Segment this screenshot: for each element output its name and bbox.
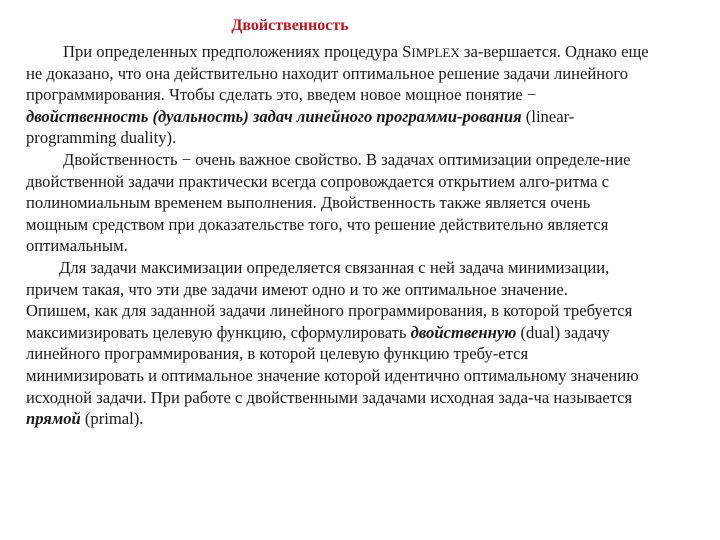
text-line: [26, 127, 716, 149]
text-segment: исходной задачи. При работе с двойственными задачами исходная зада-ча называется: [26, 387, 633, 407]
text-line: [26, 106, 716, 128]
emphasized-term: двойственность (дуальность) задач линейного программи-рования: [26, 106, 522, 126]
text-line: [26, 257, 716, 279]
text-segment: линейного программирования, в которой целевую функцию требу-ется: [26, 344, 529, 364]
text-segment: Двойственность − очень важное свойство. В задачах оптимизации определе-ние: [63, 149, 631, 169]
text-line: [26, 300, 716, 322]
text-segment: IMPLEX: [411, 45, 460, 60]
text-line: [26, 279, 716, 301]
text-line: [26, 84, 716, 106]
text-segment: максимизировать целевую функцию, сформулировать: [26, 322, 411, 342]
text-segment: (primal).: [80, 409, 144, 429]
section-title: Двойственность: [231, 17, 349, 34]
text-segment: двойственной задачи практически всегда сопровождается открытием алго-ритма с: [26, 171, 609, 191]
text-line: [26, 408, 716, 430]
text-line: [26, 214, 716, 236]
text-segment: programming duality).: [26, 128, 177, 148]
text-segment: за-вершается. Однако еще: [459, 42, 649, 61]
text-segment: программирования. Чтобы сделать это, введем новое мощное понятие −: [26, 85, 537, 105]
text-segment: причем такая, что эти две задачи имеют одно и то же оптимальное значение.: [26, 279, 568, 299]
text-segment: Для задачи максимизации определяется связанная с ней задача минимизации,: [59, 257, 610, 277]
text-line: [26, 322, 716, 344]
emphasized-term: прямой: [26, 409, 81, 429]
text-line: [26, 41, 716, 63]
text-line: [26, 149, 716, 171]
text-line: [26, 235, 716, 257]
text-line: [26, 192, 716, 214]
text-segment: (linear-: [521, 106, 575, 126]
text-segment: (dual) задачу: [516, 322, 610, 342]
text-line: [26, 387, 716, 409]
text-segment: минимизировать и оптимальное значение которой идентично оптимальному значению: [26, 365, 639, 385]
document-body: [26, 41, 716, 430]
text-segment: не доказано, что она действительно находит оптимальное решение задачи линейного: [26, 63, 629, 83]
text-segment: При определенных предположениях процедура S: [63, 42, 412, 61]
text-segment: мощным средством при доказательстве того, что решение действительно является: [26, 214, 609, 234]
text-line: [26, 63, 716, 85]
text-segment: Опишем, как для заданной задачи линейного программирования, в которой требуется: [26, 301, 633, 321]
text-segment: оптимальным.: [26, 236, 128, 256]
text-line: [26, 365, 716, 387]
emphasized-term: двойственную: [410, 322, 517, 342]
text-line: [26, 171, 716, 193]
text-segment: полиномиальным временем выполнения. Двойственность также является очень: [26, 193, 591, 213]
text-line: [26, 343, 716, 365]
